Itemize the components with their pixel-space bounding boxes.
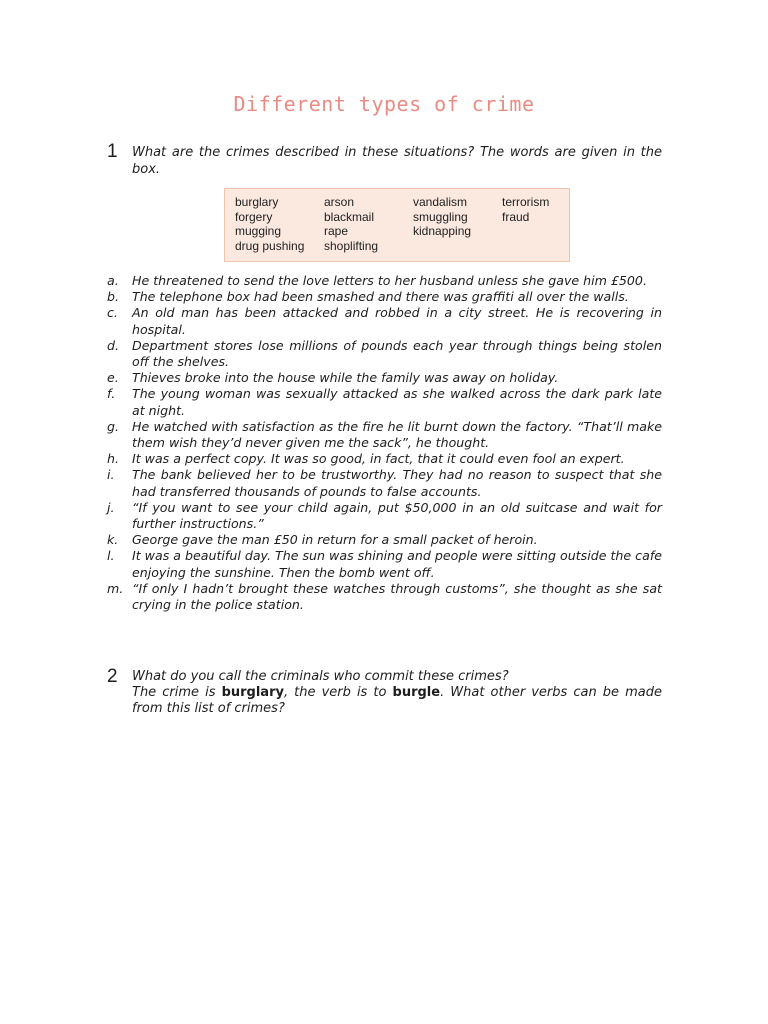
item-text: An old man has been attacked and robbed in a city street. He is recovering in hospital. (132, 305, 662, 337)
item-text: The telephone box had been smashed and there was graffiti all over the walls. (132, 289, 629, 305)
item-letter: f. (107, 386, 116, 402)
item-text: George gave the man £50 in return for a small packet of heroin. (132, 532, 538, 548)
item-letter: j. (107, 499, 115, 515)
word-box-column-2 (324, 195, 378, 253)
item-letter: e. (107, 370, 119, 386)
item-letter: k. (107, 532, 119, 548)
item-text: It was a beautiful day. The sun was shining and people were sitting outside the cafe enjoying the sunshine. Then the bomb went off. (132, 548, 662, 580)
word-box-word: fraud (502, 209, 530, 224)
item-letter: m. (107, 580, 124, 596)
word-box-word: kidnapping (413, 224, 472, 239)
word-box-column-4 (502, 195, 549, 224)
word-box-word: shoplifting (324, 238, 379, 253)
item-letter: g. (107, 418, 119, 434)
word-box-word: rape (324, 224, 349, 239)
list-item (107, 532, 662, 548)
item-text: It was a perfect copy. It was so good, in fact, that it could even fool an expert. (132, 451, 625, 467)
exercise-2-text: . What other verbs can be made from this list of crimes? (132, 685, 662, 717)
situation-list (107, 273, 662, 613)
exercise-1-number: 1 (107, 141, 118, 162)
item-text: He threatened to send the love letters to her husband unless she gave him £500. (132, 273, 647, 288)
word-box-column-3 (413, 195, 471, 239)
word-box-word: drug pushing (235, 238, 305, 253)
item-letter: l. (107, 548, 115, 564)
word-box-word: smuggling (413, 209, 468, 224)
word-box-word: terrorism (502, 195, 550, 209)
item-text: The bank believed her to be trustworthy. They had no reason to suspect that she had transferred thousands of pounds to false accounts. (132, 467, 662, 499)
list-item (107, 289, 662, 305)
list-item (107, 581, 662, 613)
item-letter: b. (107, 289, 119, 305)
item-letter: c. (107, 305, 118, 321)
word-box (224, 188, 570, 262)
item-letter: a. (107, 273, 119, 288)
word-box-word: blackmail (324, 209, 375, 224)
list-item (107, 451, 662, 467)
word-box-word: mugging (235, 224, 282, 239)
exercise-2-line-1: What do you call the criminals who commit these crimes? (132, 669, 509, 684)
word-box-word: vandalism (413, 195, 468, 209)
crime-example: burglary (221, 685, 284, 701)
item-text: He watched with satisfaction as the fire he lit burnt down the factory. “That’ll make them wish they’d never given me the sack”, he thought. (132, 418, 662, 451)
item-letter: d. (107, 337, 119, 353)
item-letter: i. (107, 467, 115, 483)
page-title: Different types of crime (233, 92, 535, 116)
exercise-2-text: , the verb is to (283, 685, 393, 701)
list-item (107, 419, 662, 451)
exercise-2-question (132, 669, 662, 718)
item-text: Department stores lose millions of pounds each year through things being stolen off the shelves. (132, 337, 662, 370)
word-box-word: arson (324, 195, 355, 209)
list-item (107, 273, 662, 289)
list-item (107, 500, 662, 532)
item-text: The young woman was sexually attacked as she walked across the dark park late at night. (132, 386, 662, 418)
list-item (107, 467, 662, 499)
exercise-2-line-2 (132, 685, 662, 717)
list-item (107, 548, 662, 580)
exercise-2-text: The crime is (132, 685, 222, 701)
item-text: “If only I hadn’t brought these watches through customs”, she thought as she sat crying in the police station. (132, 580, 662, 613)
list-item (107, 386, 662, 418)
exercise-2-number: 2 (107, 666, 118, 687)
list-item (107, 305, 662, 337)
list-item (107, 370, 662, 386)
exercise-1-question: What are the crimes described in these situations? The words are given in the box. (132, 145, 662, 177)
item-text: “If you want to see your child again, put $50,000 in an old suitcase and wait for further instructions.” (132, 499, 662, 532)
item-letter: h. (107, 451, 119, 467)
list-item (107, 338, 662, 370)
item-text: Thieves broke into the house while the family was away on holiday. (132, 370, 559, 386)
verb-example: burgle (392, 685, 441, 701)
word-box-column-1 (235, 195, 304, 253)
word-box-word: burglary (235, 195, 279, 209)
word-box-word: forgery (235, 209, 273, 224)
